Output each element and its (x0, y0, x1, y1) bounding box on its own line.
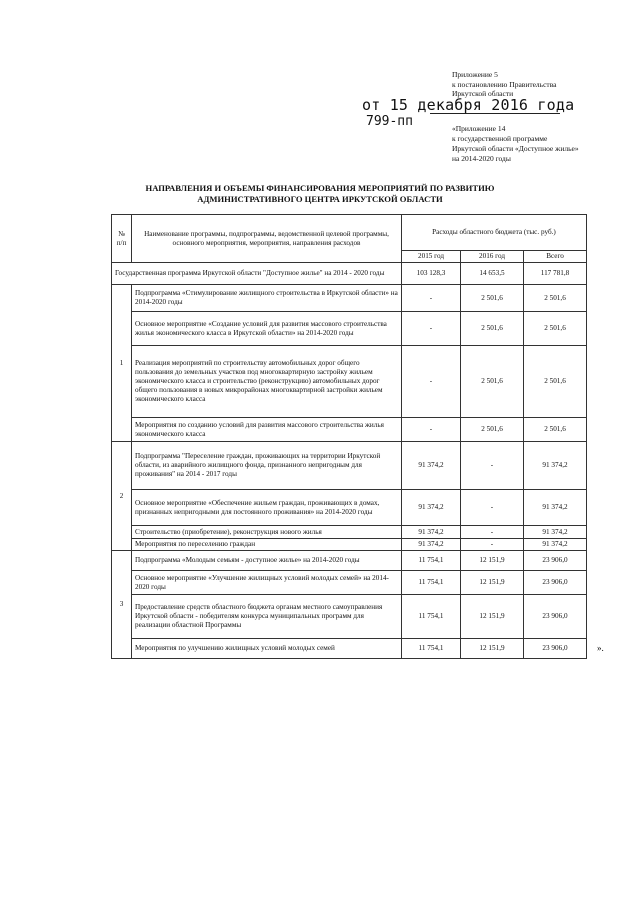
appendix-line: к государственной программе (452, 134, 548, 143)
row-name: Реализация мероприятий по строительству автомобильных дорог общего пользования до земельных участков под многоквартирную застройку жильем экономического класса и строительство (реконструкцию) автомобильных дорог общего пользования в новых микрорайонах многоквартирной застройки жильем экономического класса (132, 346, 402, 418)
appendix-header (452, 70, 556, 99)
program-appendix-header (452, 124, 579, 164)
appendix-line: Приложение 5 (452, 70, 498, 79)
row-total: 91 374,2 (524, 442, 587, 490)
row-name: Подпрограмма «Стимулирование жилищного строительства в Иркутской области» на 2014-2020 годы (132, 285, 402, 312)
row-name: Мероприятия по улучшению жилищных условий молодых семей (132, 639, 402, 659)
financing-table (111, 214, 587, 659)
row-name: Подпрограмма «Молодым семьям - доступное жилье» на 2014-2020 годы (132, 551, 402, 571)
row-total: 2 501,6 (524, 418, 587, 442)
row-2015: 11 754,1 (402, 595, 461, 639)
stamp-underline (430, 113, 560, 114)
stamp-date: от 15 декабря 2016 года (362, 96, 575, 114)
document-title (100, 183, 540, 205)
table-row (112, 285, 587, 312)
table-row (112, 490, 587, 526)
appendix-line: к постановлению Правительства (452, 79, 557, 89)
row-2016: 12 151,9 (461, 551, 524, 571)
row-2015: 11 754,1 (402, 551, 461, 571)
program-total: 117 781,8 (524, 263, 587, 285)
row-2015: - (402, 418, 461, 442)
row-2016: 2 501,6 (461, 418, 524, 442)
row-2015: - (402, 312, 461, 346)
row-total: 91 374,2 (524, 490, 587, 526)
row-name: Строительство (приобретение), реконструкция нового жилья (132, 526, 402, 539)
appendix-line: «Приложение 14 (452, 124, 506, 133)
table-row (112, 551, 587, 571)
row-2016: 12 151,9 (461, 639, 524, 659)
row-2015: 91 374,2 (402, 526, 461, 539)
row-2016: 2 501,6 (461, 346, 524, 418)
row-2015: 11 754,1 (402, 639, 461, 659)
table-row (112, 526, 587, 539)
program-2016: 14 653,5 (461, 263, 524, 285)
program-row (112, 263, 587, 285)
table-row (112, 346, 587, 418)
header-name: Наименование программы, подпрограммы, ведомственной целевой программы, основного мероприятия, мероприятия, направления расходов (132, 215, 402, 263)
table-row (112, 539, 587, 551)
row-2016: - (461, 442, 524, 490)
appendix-line: на 2014-2020 годы (452, 154, 511, 163)
table-row (112, 442, 587, 490)
row-2015: 11 754,1 (402, 571, 461, 595)
title-line: АДМИНИСТРАТИВНОГО ЦЕНТРА ИРКУТСКОЙ ОБЛАСТИ (197, 194, 443, 204)
row-2015: - (402, 346, 461, 418)
row-total: 91 374,2 (524, 526, 587, 539)
row-total: 23 906,0 (524, 551, 587, 571)
row-2015: 91 374,2 (402, 539, 461, 551)
row-num: 3 (112, 551, 132, 659)
row-name: Подпрограмма "Переселение граждан, проживающих на территории Иркутской области, из аварийного жилищного фонда, признанного непригодным для проживания" на 2014 - 2017 годы (132, 442, 402, 490)
row-2016: - (461, 539, 524, 551)
row-2016: 12 151,9 (461, 595, 524, 639)
row-2015: 91 374,2 (402, 442, 461, 490)
appendix-line: Иркутской области «Доступное жилье» (452, 144, 579, 153)
row-2016: - (461, 526, 524, 539)
row-total: 23 906,0 (524, 639, 587, 659)
row-num: 2 (112, 442, 132, 551)
header-row (112, 215, 587, 251)
row-name: Основное мероприятие «Создание условий для развития массового строительства жилья экономического класса в Иркутской области» на 2014-2020 годы (132, 312, 402, 346)
row-2015: - (402, 285, 461, 312)
row-total: 2 501,6 (524, 312, 587, 346)
row-name: Основное мероприятие «Улучшение жилищных условий молодых семей» на 2014-2020 годы (132, 571, 402, 595)
row-2016: 2 501,6 (461, 285, 524, 312)
header-total: Всего (524, 251, 587, 263)
header-num: № п/п (112, 215, 132, 263)
row-name: Мероприятия по переселению граждан (132, 539, 402, 551)
row-2016: 2 501,6 (461, 312, 524, 346)
title-line: НАПРАВЛЕНИЯ И ОБЪЕМЫ ФИНАНСИРОВАНИЯ МЕРОПРИЯТИЙ ПО РАЗВИТИЮ (145, 183, 495, 193)
stamp-number: 799-пп (366, 114, 413, 129)
row-total: 23 906,0 (524, 595, 587, 639)
row-name: Мероприятия по созданию условий для развития массового строительства жилья экономического класса (132, 418, 402, 442)
table-row (112, 639, 587, 659)
row-name: Основное мероприятие «Обеспечение жильем граждан, проживающих в домах, признанных непригодными для постоянного проживания» на 2014-2020 годы (132, 490, 402, 526)
closing-quote-mark: ». (597, 643, 604, 653)
appendix-line: Иркутской области (452, 89, 514, 98)
row-total: 23 906,0 (524, 571, 587, 595)
row-2016: - (461, 490, 524, 526)
row-2016: 12 151,9 (461, 571, 524, 595)
table-row (112, 312, 587, 346)
row-2015: 91 374,2 (402, 490, 461, 526)
program-name: Государственная программа Иркутской области "Доступное жилье" на 2014 - 2020 годы (112, 263, 402, 285)
row-total: 2 501,6 (524, 346, 587, 418)
table-row (112, 571, 587, 595)
table-row (112, 595, 587, 639)
table-row (112, 418, 587, 442)
header-budget: Расходы областного бюджета (тыс. руб.) (402, 215, 587, 251)
program-2015: 103 128,3 (402, 263, 461, 285)
header-2015: 2015 год (402, 251, 461, 263)
row-total: 91 374,2 (524, 539, 587, 551)
row-total: 2 501,6 (524, 285, 587, 312)
row-num: 1 (112, 285, 132, 442)
header-2016: 2016 год (461, 251, 524, 263)
row-name: Предоставление средств областного бюджета органам местного самоуправления Иркутской области - победителям конкурса муниципальных программ для реализации областной Программы (132, 595, 402, 639)
